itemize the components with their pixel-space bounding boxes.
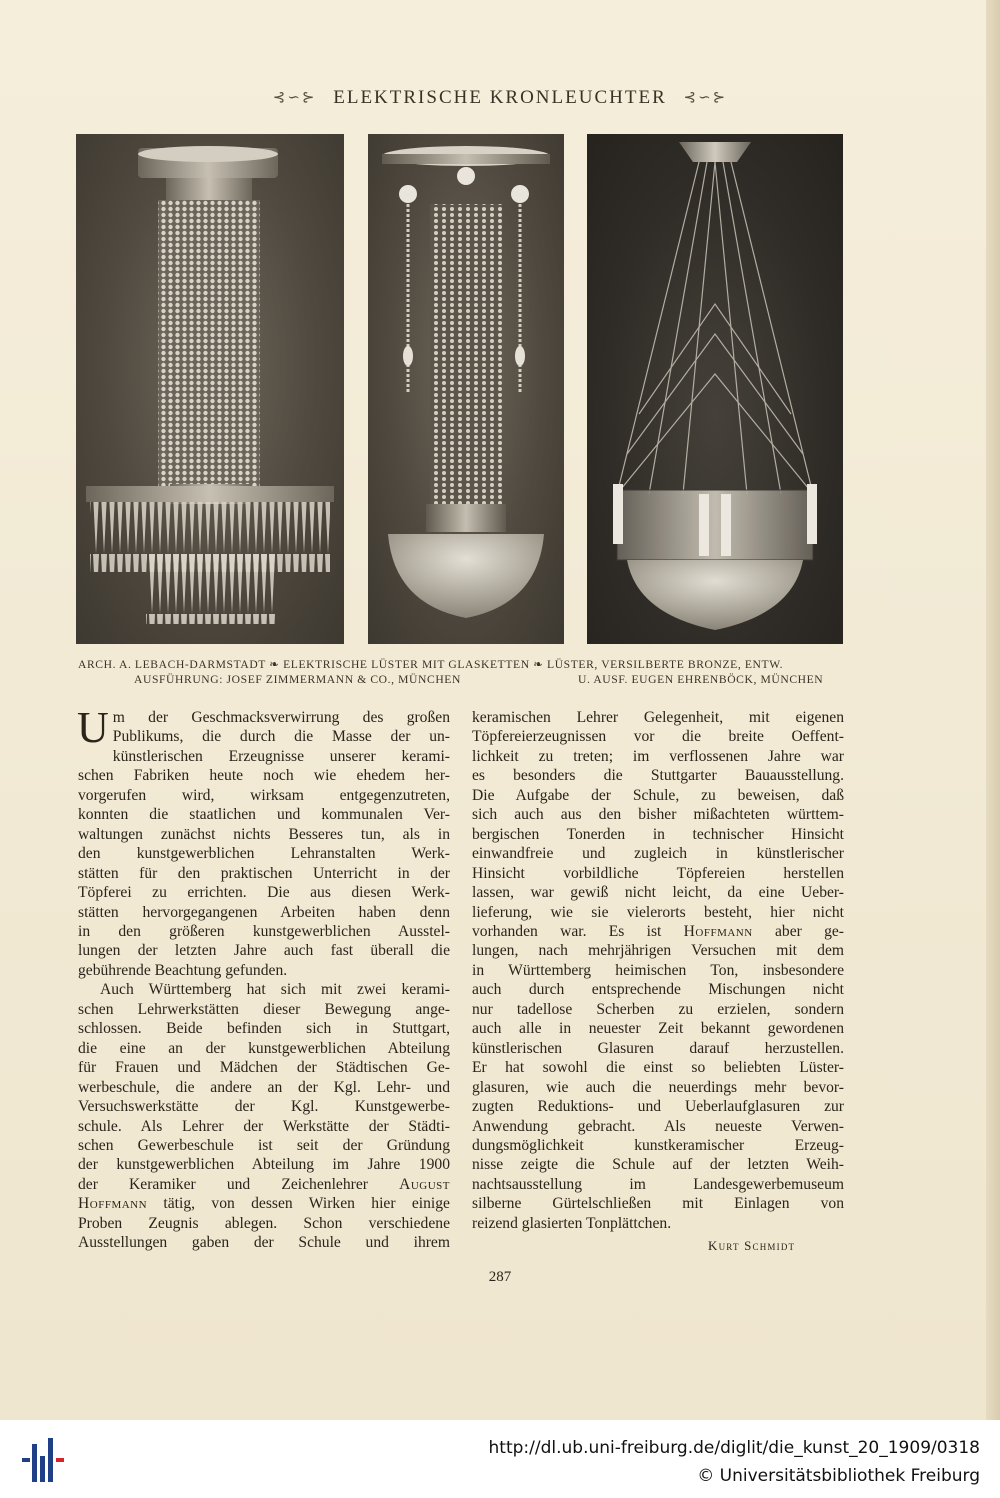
text-line: den kunstgewerblichen Lehranstalten Werk- xyxy=(78,845,450,863)
ub-freiburg-logo-icon[interactable] xyxy=(18,1434,66,1486)
figure-chandelier-3 xyxy=(587,134,843,644)
text-line: in Württemberg heimischen Ton, insbesondere xyxy=(472,961,844,979)
text-line: einwandfreie und zugleich in künstlerischer xyxy=(472,845,844,863)
text-line: Versuchswerkstätte der Kgl. Kunstgewerbe- xyxy=(78,1098,450,1116)
text-line: gebührende Beachtung gefunden. xyxy=(78,961,288,979)
page-title: ELEKTRISCHE KRONLEUCHTER xyxy=(333,86,667,108)
text-line: auch alle in neuester Zeit bekannt gewordenen xyxy=(472,1020,844,1038)
text-fragment: tätig, von dessen Wirken hier einige xyxy=(163,1195,450,1213)
text-line: Töpferei zu errichten. Die aus diesen Werk- xyxy=(78,884,450,902)
text-line: nur tadellose Scherben zu erzielen, sondern xyxy=(472,1000,844,1018)
text-line: Ausstellungen gaben der Schule und ihrem xyxy=(78,1234,450,1252)
text-line: die eine an der kunstgewerblichen Abteilung xyxy=(78,1039,450,1057)
document-url-link[interactable]: http://dl.ub.uni-freiburg.de/diglit/die_kunst_20_1909/0318 xyxy=(488,1438,980,1458)
text-line: waltungen zunächst nichts Besseres tun, als in xyxy=(78,825,450,843)
text-line: lungen der letzten Jahre auch fast überall die xyxy=(78,942,450,960)
text-line: schen Fabriken heute noch wie ehedem her- xyxy=(78,767,450,785)
crystal-column-chandelier-icon xyxy=(76,134,344,644)
text-line: künstlerischen Glasuren darauf herzustellen. xyxy=(472,1039,844,1057)
text-line: schen Gewerbeschule ist seit der Gründung xyxy=(78,1136,450,1154)
text-fragment: aber ge- xyxy=(752,922,844,940)
text-line: der kunstgewerblichen Abteilung im Jahre 1900 xyxy=(78,1156,450,1174)
text-line xyxy=(78,1175,450,1194)
text-line: reizend glasierten Tonplättchen. xyxy=(472,1214,672,1232)
text-line: zugten Reduktions- und Ueberlaufglasuren zur xyxy=(472,1098,844,1116)
figure-chandelier-1 xyxy=(76,134,344,644)
text-line xyxy=(472,922,844,941)
text-line: keramischen Lehrer Gelegenheit, mit eigenen xyxy=(472,709,844,726)
figure-caption-line2-left: AUSFÜHRUNG: JOSEF ZIMMERMANN & CO., MÜNCHEN xyxy=(134,673,461,686)
text-line: schlossen. Beide befinden sich in Stuttgart, xyxy=(78,1020,450,1038)
text-line: Hinsicht vorbildliche Töpfereien herstellen xyxy=(472,864,844,882)
text-line: bergischen Tonerden in technischer Hinsicht xyxy=(472,825,844,843)
figure-chandelier-2 xyxy=(368,134,564,644)
figure-caption-line1: ARCH. A. LEBACH-DARMSTADT ❧ ELEKTRISCHE LÜSTER MIT GLASKETTEN ❧ LÜSTER, VERSILBERTE BRONZE, ENTW. xyxy=(78,658,784,671)
text-line: vorgerufen wird, wirksam entgegenzutreten, xyxy=(78,786,450,804)
text-line: künstlerischen Erzeugnisse unserer kerami- xyxy=(112,747,450,765)
text-column-left xyxy=(77,703,450,1253)
text-line xyxy=(78,1194,450,1213)
text-line: schen Lehrwerkstätten dieser Bewegung ange- xyxy=(78,1000,450,1018)
author-name-hoffmann-2: Hoffmann xyxy=(683,922,753,940)
text-line: m der Geschmacksverwirrung des großen xyxy=(112,709,450,726)
text-line: Anwendung gebracht. Als neueste Verwen- xyxy=(472,1117,844,1135)
page-number: 287 xyxy=(488,1269,512,1285)
text-line: sich auch aus den bisher mißachteten württem- xyxy=(472,806,844,824)
text-line: schule. Als Lehrer der Werkstätte der Städti- xyxy=(78,1117,450,1135)
text-line: Er hat sowohl die einst so beliebten Lüster- xyxy=(472,1059,844,1077)
page-edge xyxy=(986,0,1000,1420)
text-line: lieferung, wie sie vielerorts besteht, hier nicht xyxy=(472,903,844,921)
copyright-notice: © Universitätsbibliothek Freiburg xyxy=(697,1466,980,1486)
ornament-left-icon: ⊰∽⊱ xyxy=(272,90,317,107)
text-line: glasuren, wie auch die neuerdings mehr bevor- xyxy=(472,1078,844,1096)
text-line: nachtsausstellung im Landesgewerbemuseum xyxy=(472,1175,844,1193)
drop-cap: U xyxy=(77,703,109,752)
text-line: Die Aufgabe der Schule, zu beweisen, daß xyxy=(472,786,844,804)
text-line: Töpfereierzeugnissen vor die breite Oeffent- xyxy=(472,728,844,746)
text-line: silberne Gürtelschließen mit Einlagen von xyxy=(472,1195,844,1213)
text-line: werbeschule, die andere an der Kgl. Lehr- und xyxy=(78,1078,450,1096)
text-line: stätten für den praktischen Unterricht in der xyxy=(78,864,450,882)
text-line: Publikums, die durch die Masse der un- xyxy=(112,728,450,746)
author-name-august: August xyxy=(399,1175,450,1193)
text-line: lungen, nach mehrjährigen Versuchen mit dem xyxy=(472,942,844,960)
text-line: Auch Württemberg hat sich mit zwei kerami- xyxy=(100,981,450,999)
ornament-right-icon: ⊰∽⊱ xyxy=(683,90,728,107)
text-line: konnten die staatlichen und kommunalen Ver- xyxy=(78,806,450,824)
author-name-hoffmann: Hoffmann xyxy=(78,1195,148,1213)
text-line: für Frauen und Mädchen der Städtischen Ge- xyxy=(78,1059,450,1077)
text-line: Proben Zeugnis ablegen. Schon verschiedene xyxy=(78,1214,450,1232)
text-fragment: der Keramiker und Zeichenlehrer xyxy=(78,1175,400,1193)
text-line: lassen, war gewiß nicht leicht, da eine Ueber- xyxy=(472,884,844,902)
text-line: lichkeit zu treten; im verflossenen Jahre war xyxy=(472,747,844,765)
text-fragment: vorhanden war. Es ist xyxy=(472,922,684,940)
text-line: dungsmöglichkeit kunstkeramischer Erzeug- xyxy=(472,1136,844,1154)
text-column-right xyxy=(472,708,844,1233)
text-line: es besonders die Stuttgarter Bauausstellung. xyxy=(472,767,844,785)
figure-caption-line2-right: U. AUSF. EUGEN EHRENBÖCK, MÜNCHEN xyxy=(578,673,824,686)
text-line: in den größeren kunstgewerblichen Ausstel- xyxy=(78,922,450,940)
text-line: nisse zeigte die Schule auf der letzten Weih- xyxy=(472,1156,844,1174)
viewer-footer xyxy=(0,1420,1000,1498)
text-line: stätten hervorgegangenen Arbeiten haben denn xyxy=(78,903,450,921)
silver-bronze-chandelier-icon xyxy=(587,134,843,644)
glass-chain-chandelier-icon xyxy=(368,134,564,644)
text-line: auch durch entsprechende Mischungen nicht xyxy=(472,981,844,999)
running-header xyxy=(0,86,1000,109)
author-signature: Kurt Schmidt xyxy=(708,1238,796,1253)
